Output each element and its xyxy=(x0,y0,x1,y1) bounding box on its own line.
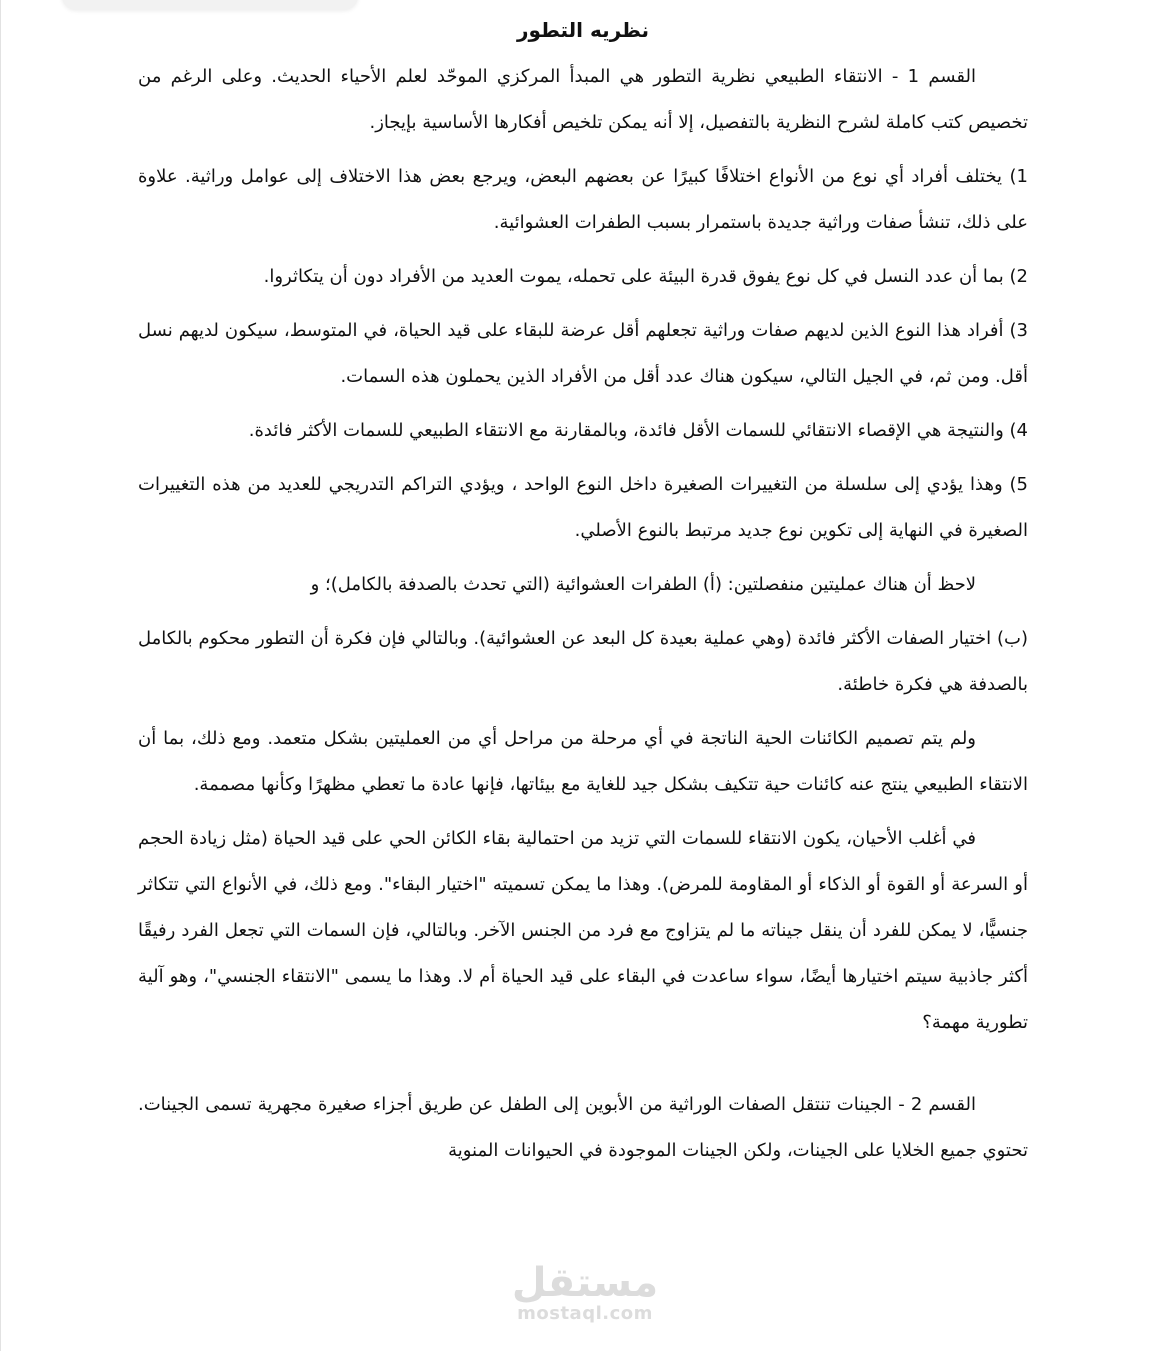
point-4-paragraph: 4) والنتيجة هي الإقصاء الانتقائي للسمات الأقل فائدة، وبالمقارنة مع الانتقاء الطبيعي للسمات الأكثر فائدة. xyxy=(248,420,1028,441)
watermark-logo-text: مستقل xyxy=(511,1260,659,1306)
toolbar-tab xyxy=(62,0,358,10)
page-edge-rule xyxy=(0,0,1,1351)
section-1-intro-paragraph: القسم 1 - الانتقاء الطبيعي نظرية التطور هي المبدأ المركزي الموحّد لعلم الأحياء الحديث. وعلى الرغم من تخصيص كتب كاملة لشرح النظرية بالتفصيل، إلا أنه يمكن تلخيص أفكارها الأساسية بإيجاز. xyxy=(138,66,1028,133)
point-1-paragraph: 1) يختلف أفراد أي نوع من الأنواع اختلافًا كبيرًا عن بعضهم البعض، ويرجع بعض هذا الاختلاف إلى عوامل وراثية. علاوة على ذلك، تنشأ صفات وراثية جديدة باستمرار بسبب الطفرات العشوائية. xyxy=(138,166,1028,233)
sexual-selection-paragraph: في أغلب الأحيان، يكون الانتقاء للسمات التي تزيد من احتمالية بقاء الكائن الحي على قيد الحياة (مثل زيادة الحجم أو السرعة أو القوة أو الذكاء أو المقاومة للمرض). وهذا ما يمكن تسميته "اختيار البقاء". ومع ذلك، في الأنواع التي تتكاثر جنسيًّا، لا يمكن للفرد أن ينقل جيناته ما لم يتزاوج مع فرد من الجنس الآخر. وبالتالي، فإن السمات التي تجعل الفرد رفيقًا أكثر جاذبية سيتم اختيارها أيضًا، سواء ساعدت في البقاء على قيد الحياة أم لا. وهذا ما يسمى "الانتقاء الجنسي"، وهو آلية تطورية مهمة؟ xyxy=(138,828,1028,1033)
document-page xyxy=(138,14,1028,1182)
mostaql-logo-watermark xyxy=(510,1262,660,1324)
section-2-paragraph: القسم 2 - الجينات تنتقل الصفات الوراثية من الأبوين إلى الطفل عن طريق أجزاء صغيرة مجهرية تسمى الجينات. تحتوي جميع الخلايا على الجينات، ولكن الجينات الموجودة في الحيوانات المنوية xyxy=(138,1094,1028,1161)
point-5-paragraph: 5) وهذا يؤدي إلى سلسلة من التغييرات الصغيرة داخل النوع الواحد ، ويؤدي التراكم التدريجي للعديد من هذه التغييرات الصغيرة في النهاية إلى تكوين نوع جديد مرتبط بالنوع الأصلي. xyxy=(138,474,1028,541)
point-3-paragraph: 3) أفراد هذا النوع الذين لديهم صفات وراثية تجعلهم أقل عرضة للبقاء على قيد الحياة، في المتوسط، سيكون لديهم نسل أقل. ومن ثم، في الجيل التالي، سيكون هناك عدد أقل من الأفراد الذين يحملون هذه السمات. xyxy=(138,320,1028,387)
note-paragraph-b: (ب) اختيار الصفات الأكثر فائدة (وهي عملية بعيدة كل البعد عن العشوائية). وبالتالي فإن فكرة أن التطور محكوم بالكامل بالصدفة هي فكرة خاطئة. xyxy=(138,628,1028,695)
section-spacer xyxy=(138,1054,1028,1082)
watermark-domain-text: mostaql.com xyxy=(517,1303,653,1324)
document-title: نظريه التطور xyxy=(516,18,650,42)
note-paragraph-a: لاحظ أن هناك عمليتين منفصلتين: (أ) الطفرات العشوائية (التي تحدث بالصدفة بالكامل)؛ و xyxy=(310,574,976,595)
point-2-paragraph: 2) بما أن عدد النسل في كل نوع يفوق قدرة البيئة على تحمله، يموت العديد من الأفراد دون أن يتكاثروا. xyxy=(263,266,1028,287)
design-paragraph: ولم يتم تصميم الكائنات الحية الناتجة في أي مرحلة من مراحل أي من العمليتين بشكل متعمد. ومع ذلك، بما أن الانتقاء الطبيعي ينتج عنه كائنات حية تتكيف بشكل جيد للغاية مع بيئاتها، فإنها عادة ما تعطي مظهرًا وكأنها مصممة. xyxy=(138,728,1028,795)
